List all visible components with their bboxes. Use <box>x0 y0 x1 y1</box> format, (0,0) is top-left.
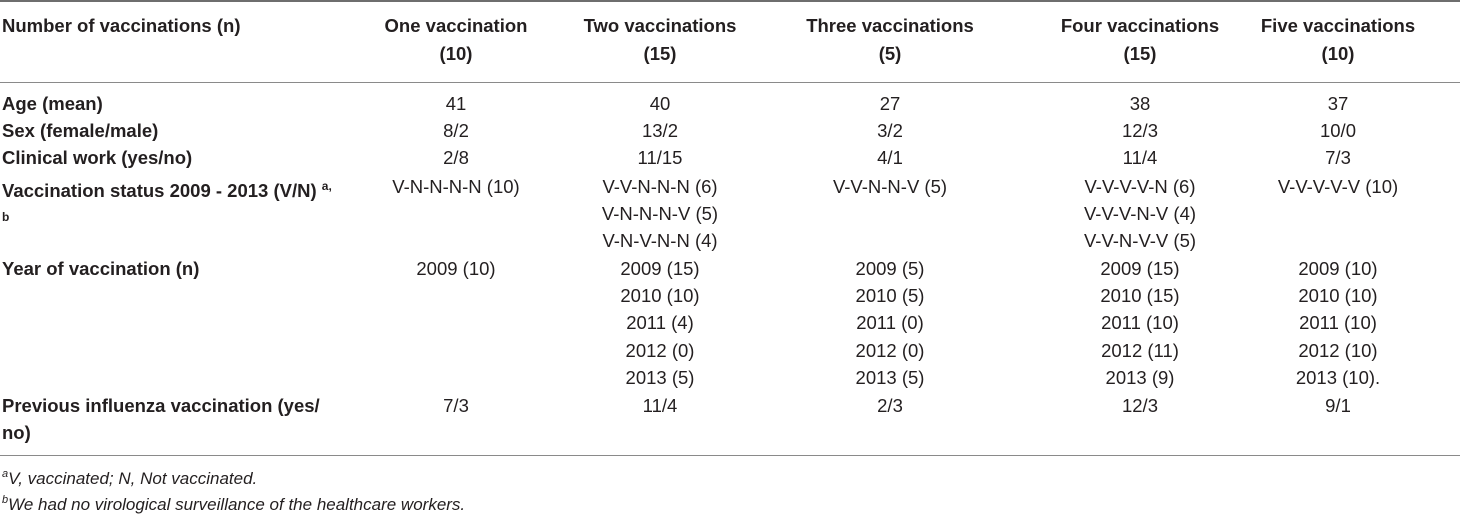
row-label-age: Age (mean) <box>2 93 103 114</box>
cell-status-1: V-N-N-N-N (10) <box>392 176 520 197</box>
cell-influenza-3: 2/3 <box>877 395 903 416</box>
cell-status-2: V-V-N-N-N (6) V-N-N-N-V (5) V-N-V-N-N (4) <box>601 176 719 252</box>
row-label-year-of-vaccination: Year of vaccination (n) <box>2 258 200 279</box>
cell-age-1: 41 <box>445 93 467 114</box>
row-label-previous-influenza: Previous influenza vaccination (yes/ no) <box>2 395 320 443</box>
table-bottom-rule <box>0 455 1460 456</box>
header-three-vaccinations: Three vaccinations (5) <box>806 15 974 64</box>
cell-age-4: 38 <box>1129 93 1151 114</box>
footnote-mark-a: a, <box>321 179 332 193</box>
cell-age-3: 27 <box>879 93 901 114</box>
cell-clinical-5: 7/3 <box>1325 147 1351 168</box>
cell-year-5: 2009 (10) 2010 (10) 2011 (10) 2012 (10) 2013 (10). <box>1295 258 1381 388</box>
cell-year-4: 2009 (15) 2010 (15) 2011 (10) 2012 (11) 2013 (9) <box>1100 258 1180 388</box>
header-one-vaccination: One vaccination (10) <box>384 15 528 64</box>
cell-influenza-5: 9/1 <box>1325 395 1351 416</box>
cell-sex-2: 13/2 <box>641 120 678 141</box>
cell-status-3: V-V-N-N-V (5) <box>832 176 948 197</box>
table-top-rule <box>0 0 1460 2</box>
cell-influenza-1: 7/3 <box>443 395 469 416</box>
footnote-mark-b: b <box>2 210 10 224</box>
cell-influenza-4: 12/3 <box>1121 395 1158 416</box>
cell-status-4: V-V-V-V-N (6) V-V-V-N-V (4) V-V-N-V-V (5) <box>1083 176 1197 252</box>
cell-clinical-2: 11/15 <box>637 147 683 168</box>
row-label-sex: Sex (female/male) <box>2 120 159 141</box>
cell-sex-4: 12/3 <box>1121 120 1158 141</box>
header-rule <box>0 82 1460 83</box>
cell-age-5: 37 <box>1327 93 1349 114</box>
cell-clinical-1: 2/8 <box>443 147 469 168</box>
cell-status-5: V-V-V-V-V (10) <box>1277 176 1399 197</box>
cell-clinical-3: 4/1 <box>877 147 903 168</box>
cell-influenza-2: 11/4 <box>642 395 678 416</box>
header-four-vaccinations: Four vaccinations (15) <box>1060 15 1220 64</box>
header-number-of-vaccinations: Number of vaccinations (n) <box>2 15 241 36</box>
cell-sex-5: 10/0 <box>1319 120 1356 141</box>
row-label-vaccination-status: Vaccination status 2009 - 2013 (V/N) $^{a,}$ $^b$ <box>2 179 332 224</box>
cell-sex-1: 8/2 <box>443 120 469 141</box>
row-label-clinical-work: Clinical work (yes/no) <box>2 147 193 168</box>
cell-clinical-4: 11/4 <box>1122 147 1158 168</box>
footnote-a: $^a$V, vaccinated; N, Not vaccinated. <box>2 468 258 488</box>
cell-year-1: 2009 (10) <box>416 258 496 279</box>
cell-year-2: 2009 (15) 2010 (10) 2011 (4) 2012 (0) 2013 (5) <box>620 258 700 388</box>
footnote-b: $^b$We had no virological surveillance of the healthcare workers. <box>2 494 466 514</box>
cell-sex-3: 3/2 <box>877 120 903 141</box>
cell-age-2: 40 <box>649 93 671 114</box>
cell-year-3: 2009 (5) 2010 (5) 2011 (0) 2012 (0) 2013 (5) <box>855 258 925 388</box>
header-five-vaccinations: Five vaccinations (10) <box>1260 15 1416 64</box>
header-two-vaccinations: Two vaccinations (15) <box>583 15 737 64</box>
